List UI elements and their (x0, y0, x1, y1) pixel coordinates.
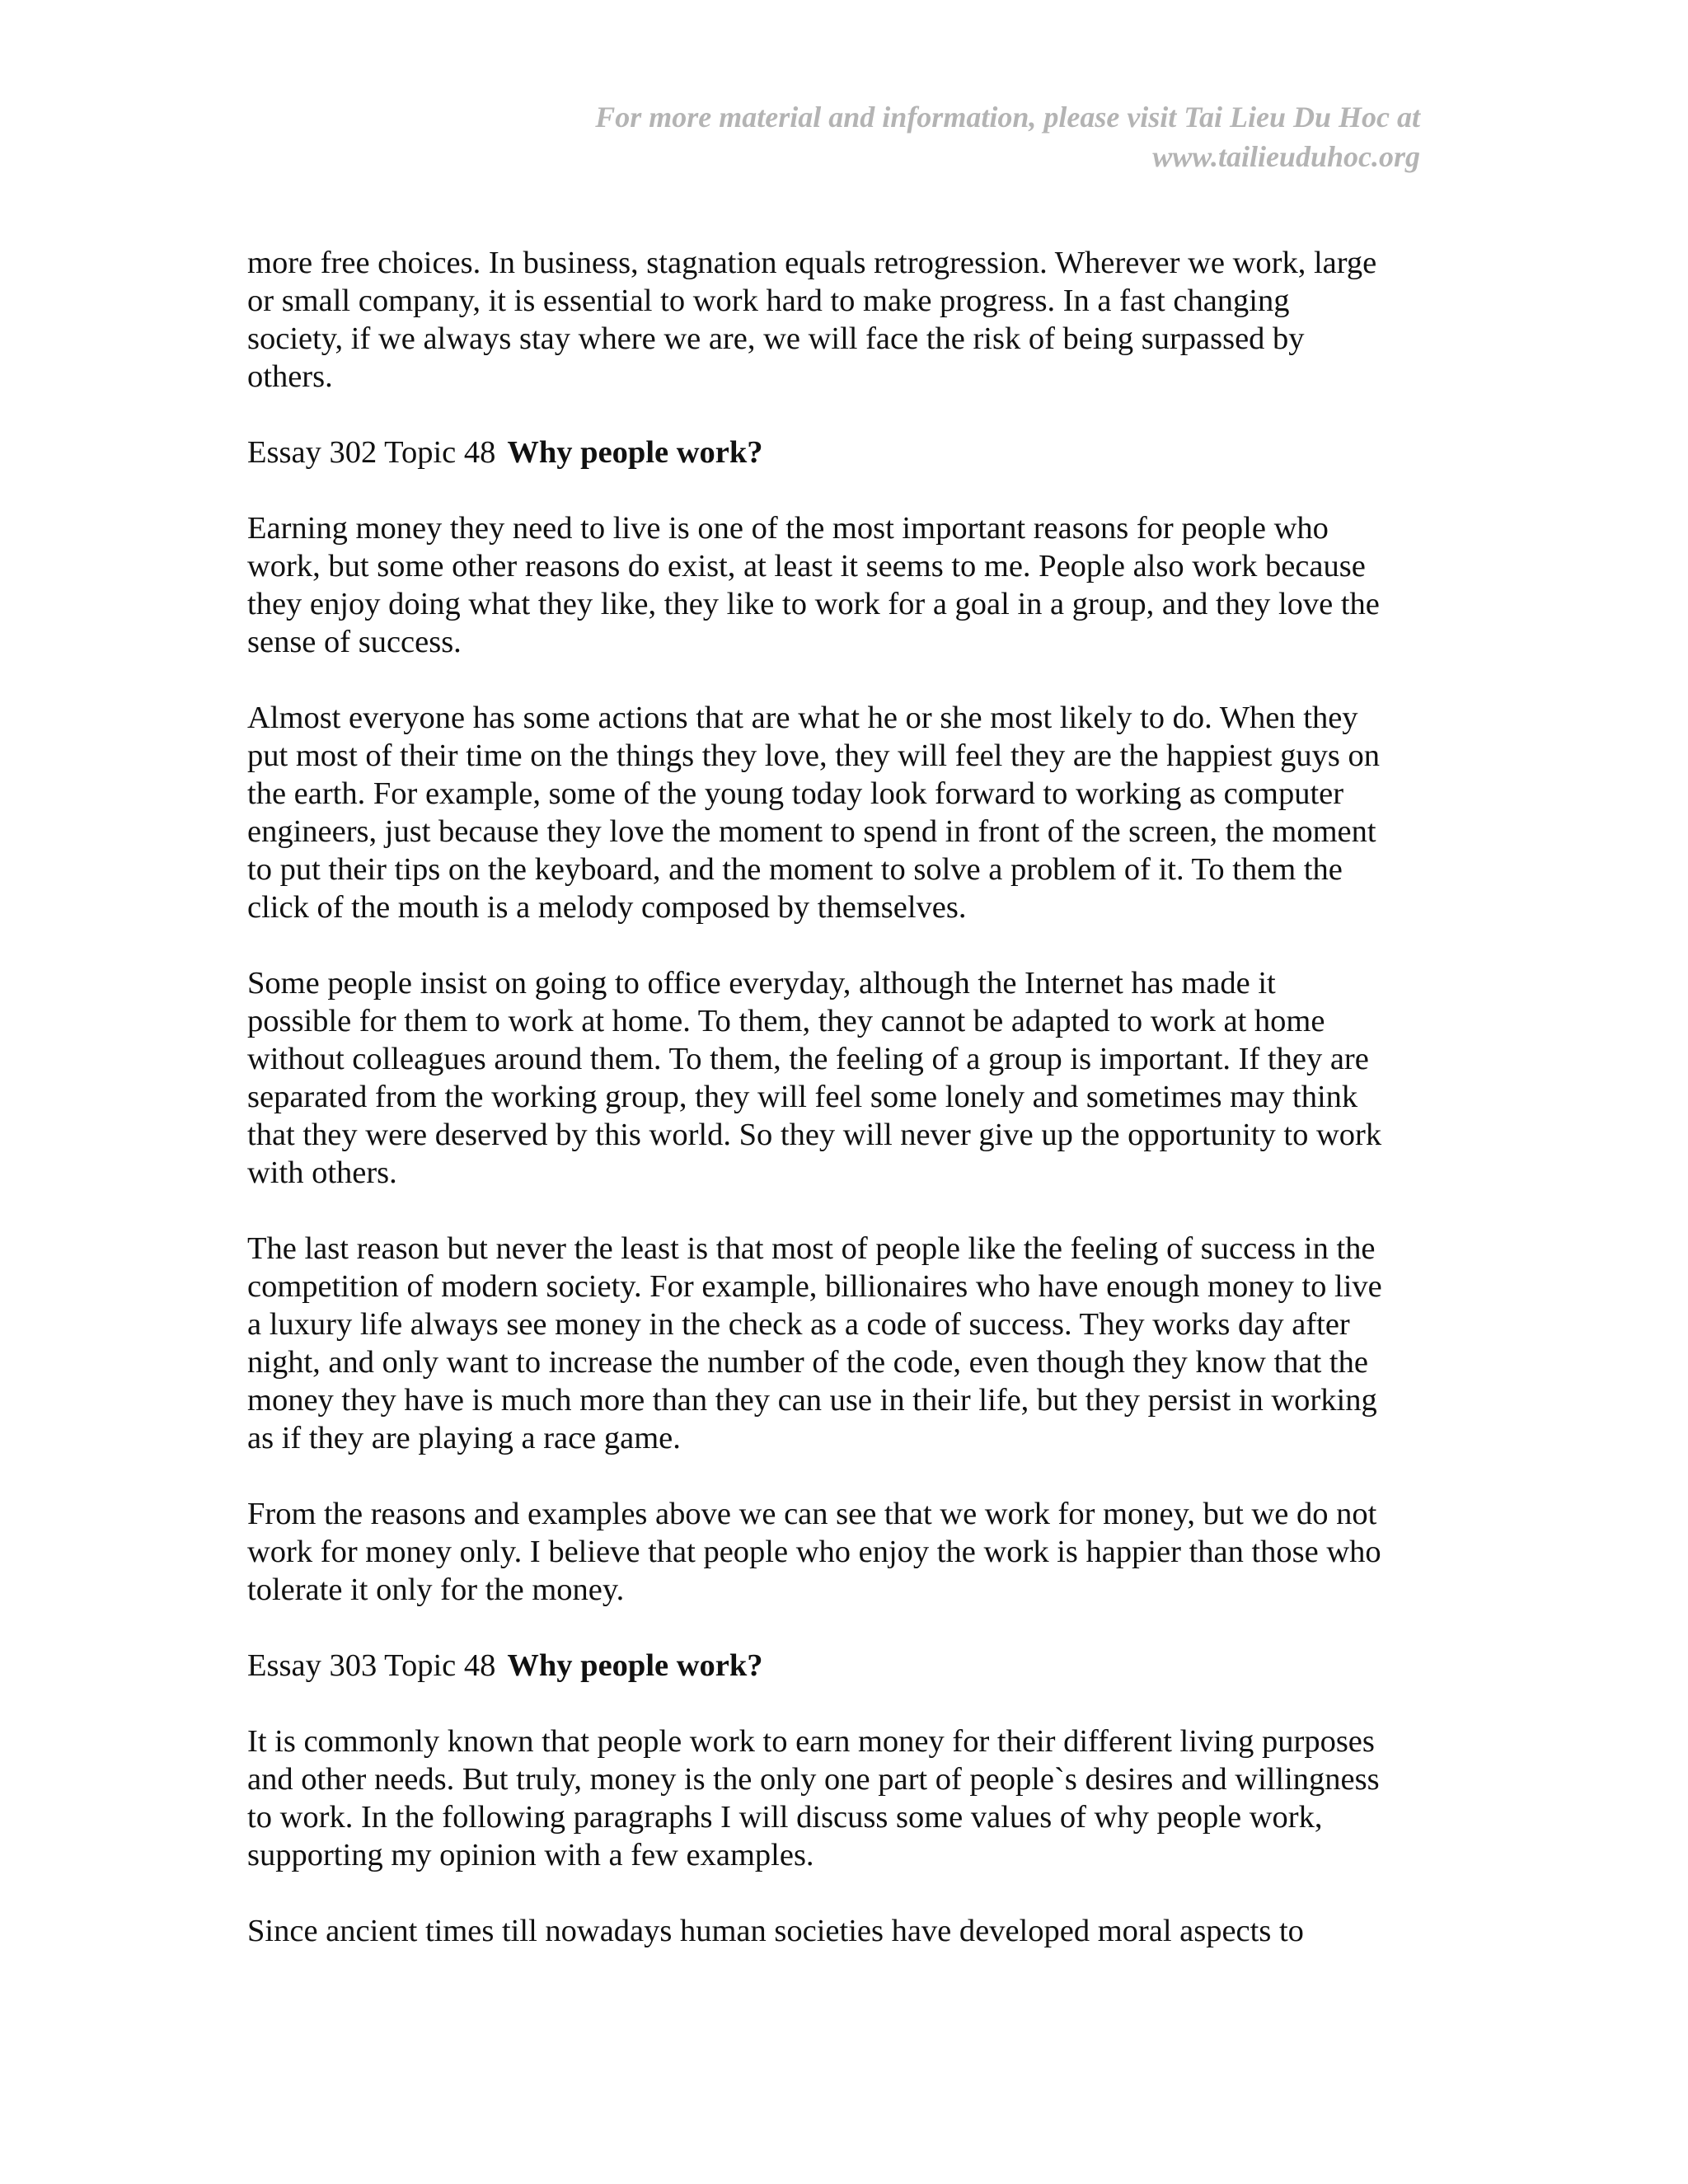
header-url: www.tailieuduhoc.org (1152, 140, 1420, 173)
essay-302-heading (247, 434, 1442, 471)
essay-303-heading (247, 1647, 1442, 1685)
essay-title: Why people work? (507, 435, 763, 470)
text-line: competition of modern society. For example, billionaires who have enough money to live (247, 1269, 1382, 1304)
essay-302-paragraph-1 (247, 509, 1442, 661)
text-line: Some people insist on going to office everyday, although the Internet has made it (247, 966, 1276, 1001)
text-line: or small company, it is essential to work hard to make progress. In a fast changing (247, 284, 1290, 318)
text-line: to work. In the following paragraphs I will discuss some values of why people work, (247, 1800, 1323, 1835)
text-line: and other needs. But truly, money is the only one part of people`s desires and willingness (247, 1762, 1380, 1797)
text-line: work for money only. I believe that people who enjoy the work is happier than those who (247, 1535, 1381, 1569)
text-line: Since ancient times till nowadays human societies have developed moral aspects to (247, 1914, 1304, 1948)
text-line: a luxury life always see money in the check as a code of success. They works day after (247, 1307, 1350, 1342)
text-line: From the reasons and examples above we can see that we work for money, but we do not (247, 1497, 1377, 1531)
text-line: supporting my opinion with a few examples. (247, 1838, 814, 1872)
text-line: Almost everyone has some actions that are what he or she most likely to do. When they (247, 701, 1358, 735)
text-line: the earth. For example, some of the young today look forward to working as computer (247, 776, 1344, 811)
text-line: engineers, just because they love the moment to spend in front of the screen, the moment (247, 814, 1376, 849)
text-line: others. (247, 359, 333, 394)
page-header-watermark (431, 97, 1420, 176)
text-line: without colleagues around them. To them, the feeling of a group is important. If they are (247, 1042, 1369, 1076)
text-line: Earning money they need to live is one of the most important reasons for people who (247, 511, 1329, 546)
essay-302-paragraph-2 (247, 699, 1442, 926)
text-line: possible for them to work at home. To them, they cannot be adapted to work at home (247, 1004, 1325, 1038)
essay-label: Essay 302 Topic 48 (247, 435, 496, 470)
text-line: sense of success. (247, 625, 462, 659)
essay-302-paragraph-3 (247, 964, 1442, 1192)
text-line: society, if we always stay where we are, we will face the risk of being surpassed by (247, 321, 1305, 356)
text-line: work, but some other reasons do exist, at least it seems to me. People also work because (247, 549, 1366, 583)
essay-302-paragraph-5 (247, 1495, 1442, 1609)
text-line: separated from the working group, they will feel some lonely and sometimes may think (247, 1080, 1358, 1114)
document-body (247, 244, 1442, 1988)
text-line: as if they are playing a race game. (247, 1421, 681, 1455)
essay-title: Why people work? (507, 1648, 763, 1683)
essay-303-paragraph-2 (247, 1912, 1442, 1950)
text-line: money they have is much more than they can use in their life, but they persist in working (247, 1383, 1377, 1418)
text-line: It is commonly known that people work to earn money for their different living purposes (247, 1724, 1375, 1759)
text-line: click of the mouth is a melody composed by themselves. (247, 890, 967, 925)
text-line: they enjoy doing what they like, they like to work for a goal in a group, and they love the (247, 587, 1380, 621)
essay-302-paragraph-4 (247, 1230, 1442, 1457)
text-line: put most of their time on the things they love, they will feel they are the happiest guys on (247, 738, 1380, 773)
text-line: to put their tips on the keyboard, and the moment to solve a problem of it. To them the (247, 852, 1343, 887)
essay-303-paragraph-1 (247, 1722, 1442, 1874)
paragraph-continuation (247, 244, 1442, 396)
text-line: night, and only want to increase the number of the code, even though they know that the (247, 1345, 1368, 1380)
text-line: that they were deserved by this world. So they will never give up the opportunity to work (247, 1118, 1382, 1152)
text-line: tolerate it only for the money. (247, 1572, 625, 1607)
text-line: with others. (247, 1155, 397, 1190)
essay-label: Essay 303 Topic 48 (247, 1648, 496, 1683)
text-line: more free choices. In business, stagnation equals retrogression. Wherever we work, large (247, 246, 1377, 280)
text-line: The last reason but never the least is that most of people like the feeling of success in the (247, 1231, 1376, 1266)
header-line-1: For more material and information, please visit Tai Lieu Du Hoc at (595, 101, 1420, 134)
